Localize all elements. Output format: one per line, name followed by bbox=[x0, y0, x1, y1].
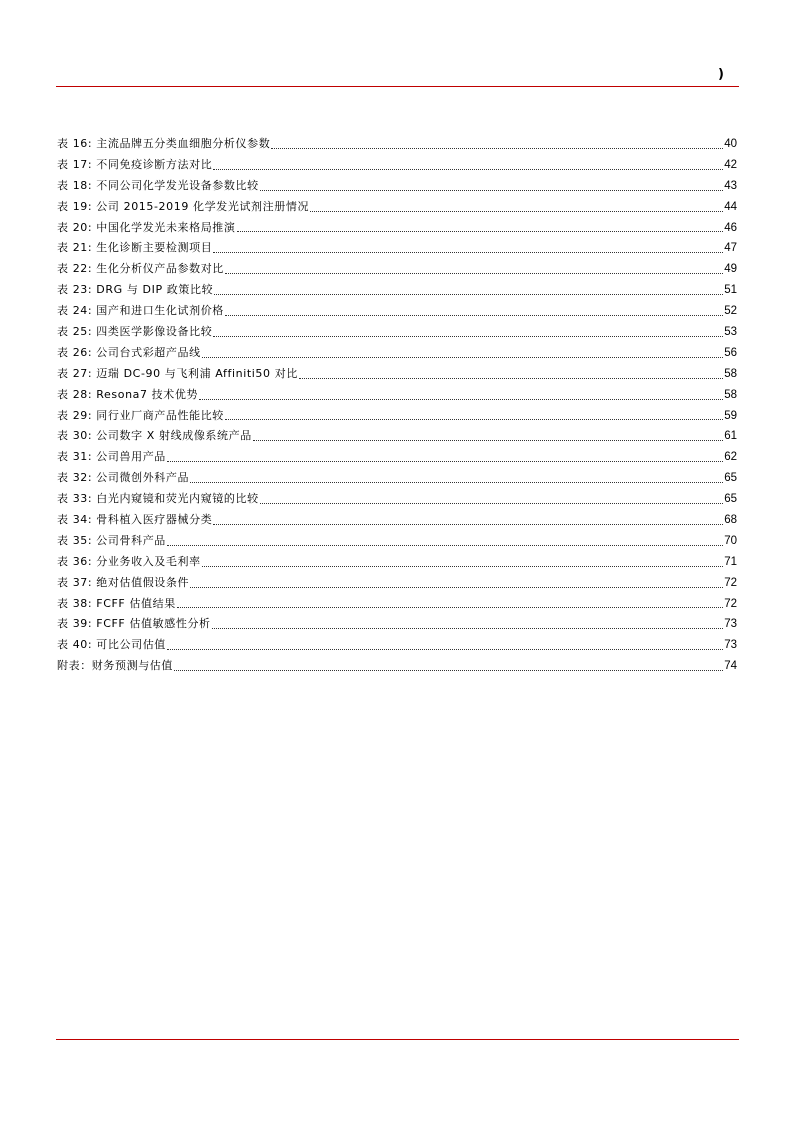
toc-entry[interactable] bbox=[57, 489, 737, 510]
toc-entry-page: 51 bbox=[724, 284, 737, 297]
toc-entry-label: 表 27: 迈瑞 DC-90 与飞利浦 Affiniti50 对比 bbox=[57, 366, 298, 380]
toc-entry-label: 表 26: 公司台式彩超产品线 bbox=[57, 345, 201, 359]
toc-entry[interactable] bbox=[57, 510, 737, 531]
toc-entry-page: 70 bbox=[724, 534, 737, 547]
toc-leader-dots bbox=[271, 148, 723, 149]
toc-leader-dots bbox=[202, 357, 724, 358]
toc-leader-dots bbox=[202, 566, 724, 567]
toc-leader-dots bbox=[213, 524, 723, 525]
toc-leader-dots bbox=[177, 607, 723, 608]
toc-entry-label: 表 22: 生化分析仪产品参数对比 bbox=[57, 262, 224, 276]
toc-leader-dots bbox=[213, 169, 723, 170]
toc-entry-page: 72 bbox=[724, 576, 737, 589]
toc-entry[interactable] bbox=[57, 259, 737, 280]
toc-entry-label: 表 29: 同行业厂商产品性能比较 bbox=[57, 408, 224, 422]
toc-entry[interactable] bbox=[57, 531, 737, 552]
toc-entry[interactable] bbox=[57, 343, 737, 364]
toc-entry[interactable] bbox=[57, 176, 737, 197]
footer-rule bbox=[56, 1039, 739, 1040]
toc-entry[interactable] bbox=[57, 134, 737, 155]
toc-entry[interactable] bbox=[57, 197, 737, 218]
toc-entry-label: 表 18: 不同公司化学发光设备参数比较 bbox=[57, 178, 259, 192]
toc-entry-label: 表 21: 生化诊断主要检测项目 bbox=[57, 241, 213, 255]
toc-entry-page: 43 bbox=[724, 179, 737, 192]
toc-entry-label: 表 20: 中国化学发光未来格局推演 bbox=[57, 220, 236, 234]
toc-entry-page: 61 bbox=[724, 430, 737, 443]
header-mark: ) bbox=[718, 67, 724, 82]
toc-entry-page: 58 bbox=[724, 367, 737, 380]
toc-entry-page: 42 bbox=[724, 158, 737, 171]
toc-entry[interactable] bbox=[57, 635, 737, 656]
toc-entry[interactable] bbox=[57, 656, 737, 677]
toc-entry-page: 53 bbox=[724, 326, 737, 339]
toc-entry-label: 表 38: FCFF 估值结果 bbox=[57, 596, 176, 610]
toc-entry-label: 附表：财务预测与估值 bbox=[57, 659, 173, 673]
toc-entry-page: 59 bbox=[724, 409, 737, 422]
toc-entry-page: 58 bbox=[724, 388, 737, 401]
toc-entry-label: 表 36: 分业务收入及毛利率 bbox=[57, 554, 201, 568]
toc-entry[interactable] bbox=[57, 218, 737, 239]
toc-leader-dots bbox=[214, 294, 723, 295]
toc-entry-label: 表 19: 公司 2015-2019 化学发光试剂注册情况 bbox=[57, 199, 310, 213]
toc-leader-dots bbox=[167, 461, 723, 462]
toc-entry-page: 72 bbox=[724, 597, 737, 610]
toc-entry[interactable] bbox=[57, 573, 737, 594]
toc-entry[interactable] bbox=[57, 280, 737, 301]
toc-entry[interactable] bbox=[57, 301, 737, 322]
toc-entry[interactable] bbox=[57, 614, 737, 635]
toc-entry-label: 表 28: Resona7 技术优势 bbox=[57, 387, 199, 401]
toc-entry-page: 49 bbox=[724, 263, 737, 276]
toc-entry[interactable] bbox=[57, 406, 737, 427]
header-rule bbox=[56, 86, 739, 87]
toc-entry-page: 65 bbox=[724, 472, 737, 485]
toc-leader-dots bbox=[213, 336, 723, 337]
toc-entry-page: 46 bbox=[724, 221, 737, 234]
toc-entry[interactable] bbox=[57, 364, 737, 385]
toc-entry[interactable] bbox=[57, 552, 737, 573]
toc-entry-label: 表 16: 主流品牌五分类血细胞分析仪参数 bbox=[57, 137, 271, 150]
toc-leader-dots bbox=[310, 211, 723, 212]
toc-entry-label: 表 17: 不同免疫诊断方法对比 bbox=[57, 157, 213, 171]
toc-entry-page: 68 bbox=[724, 514, 737, 527]
toc-entry-label: 表 39: FCFF 估值敏感性分析 bbox=[57, 617, 211, 631]
toc-entry-page: 73 bbox=[724, 639, 737, 652]
toc-entry[interactable] bbox=[57, 447, 737, 468]
toc-leader-dots bbox=[260, 503, 724, 504]
toc-leader-dots bbox=[174, 670, 723, 671]
toc-entry[interactable] bbox=[57, 468, 737, 489]
toc-leader-dots bbox=[299, 378, 723, 379]
toc-entry-page: 47 bbox=[724, 242, 737, 255]
toc-leader-dots bbox=[225, 315, 723, 316]
toc-entry-label: 表 30: 公司数字 X 射线成像系统产品 bbox=[57, 429, 252, 443]
toc-entry-page: 44 bbox=[724, 200, 737, 213]
toc-leader-dots bbox=[190, 482, 723, 483]
toc-entry-label: 表 34: 骨科植入医疗器械分类 bbox=[57, 513, 213, 527]
toc-leader-dots bbox=[225, 419, 723, 420]
toc-leader-dots bbox=[167, 649, 723, 650]
toc-leader-dots bbox=[237, 231, 724, 232]
toc-entry-label: 表 40: 可比公司估值 bbox=[57, 638, 166, 652]
toc-entry[interactable] bbox=[57, 155, 737, 176]
toc-entry-label: 表 37: 绝对估值假设条件 bbox=[57, 575, 190, 589]
toc-entry-page: 40 bbox=[724, 138, 737, 150]
toc-leader-dots bbox=[212, 628, 724, 629]
toc-entry[interactable] bbox=[57, 322, 737, 343]
toc-entry-page: 73 bbox=[724, 618, 737, 631]
toc-entry-label: 表 23: DRG 与 DIP 政策比较 bbox=[57, 283, 214, 297]
toc-entry-page: 56 bbox=[724, 346, 737, 359]
toc-entry-label: 表 32: 公司微创外科产品 bbox=[57, 471, 190, 485]
toc-entry-label: 表 31: 公司兽用产品 bbox=[57, 450, 166, 464]
toc-entry[interactable] bbox=[57, 238, 737, 259]
toc-leader-dots bbox=[260, 190, 724, 191]
toc-entry[interactable] bbox=[57, 385, 737, 406]
toc-entry-page: 65 bbox=[724, 493, 737, 506]
toc-leader-dots bbox=[253, 440, 723, 441]
toc-entry-label: 表 33: 白光内窥镜和荧光内窥镜的比较 bbox=[57, 492, 259, 506]
table-of-contents bbox=[57, 134, 737, 677]
toc-entry-label: 表 35: 公司骨科产品 bbox=[57, 533, 166, 547]
toc-entry[interactable] bbox=[57, 426, 737, 447]
toc-leader-dots bbox=[167, 545, 723, 546]
toc-entry-page: 74 bbox=[724, 660, 737, 673]
toc-leader-dots bbox=[225, 273, 723, 274]
toc-entry-page: 62 bbox=[724, 451, 737, 464]
toc-entry-label: 表 24: 国产和进口生化试剂价格 bbox=[57, 304, 224, 318]
toc-leader-dots bbox=[199, 399, 723, 400]
toc-leader-dots bbox=[190, 587, 723, 588]
toc-entry[interactable] bbox=[57, 594, 737, 615]
toc-entry-page: 71 bbox=[724, 555, 737, 568]
toc-entry-page: 52 bbox=[724, 305, 737, 318]
toc-entry-label: 表 25: 四类医学影像设备比较 bbox=[57, 325, 213, 339]
toc-leader-dots bbox=[213, 252, 723, 253]
